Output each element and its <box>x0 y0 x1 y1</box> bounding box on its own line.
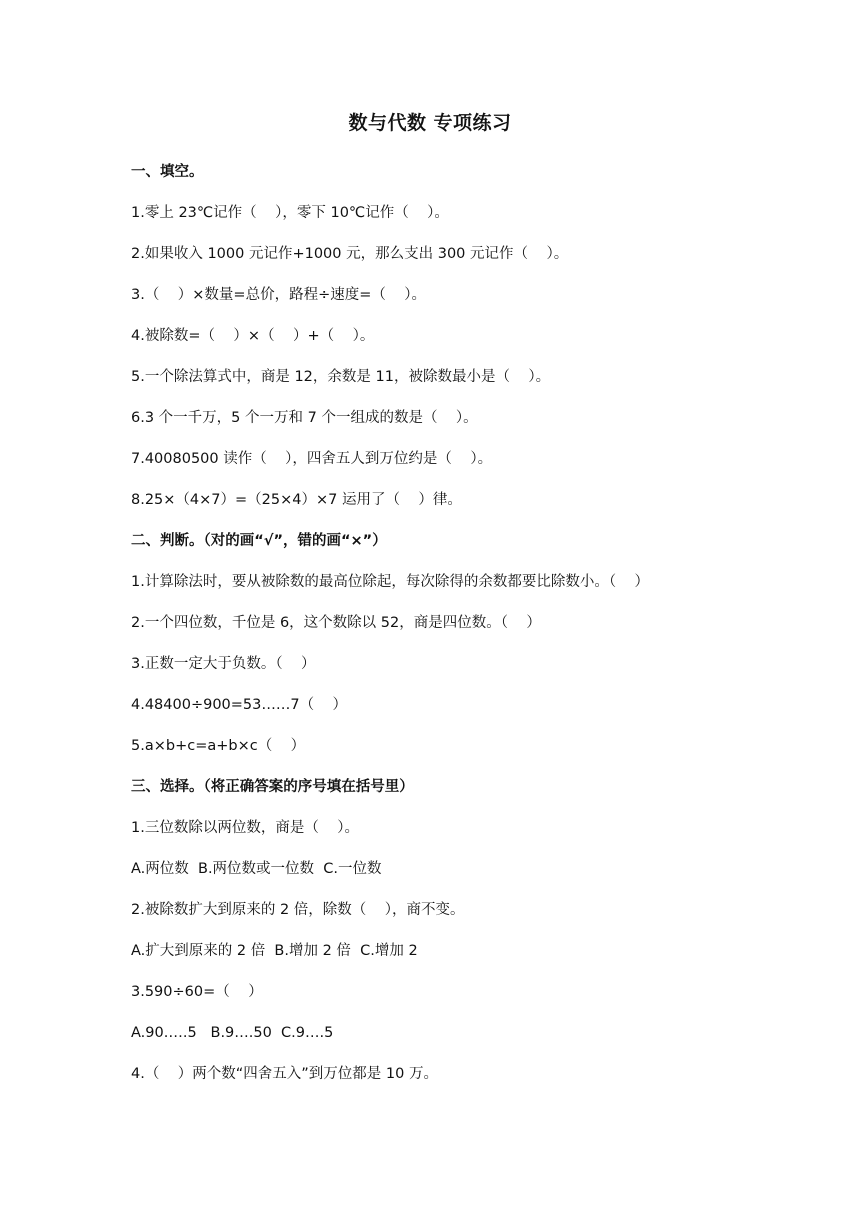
section-heading-multiple-choice: 三、选择。（将正确答案的序号填在括号里） <box>131 779 414 795</box>
choice-options-3: A.90.….5 B.9….50 C.9….5 <box>131 1025 334 1041</box>
question-fill-4: 4.被除数=（ ）×（ ）+（ ）。 <box>131 328 375 344</box>
question-judge-5: 5.a×b+c=a+b×c（ ） <box>131 738 306 754</box>
question-fill-6: 6.3 个一千万，5 个一万和 7 个一组成的数是（ ）。 <box>131 410 478 426</box>
section-heading-fill-in: 一、填空。 <box>131 164 204 180</box>
worksheet-content <box>131 158 771 1101</box>
question-fill-8: 8.25×（4×7）=（25×4）×7 运用了（ ）律。 <box>131 492 462 508</box>
question-judge-4: 4.48400÷900=53……7（ ） <box>131 697 348 713</box>
question-judge-3: 3.正数一定大于负数。（ ） <box>131 656 316 672</box>
question-choice-2: 2.被除数扩大到原来的 2 倍，除数（ ），商不变。 <box>131 902 465 918</box>
page-title: 数与代数 专项练习 <box>348 112 512 134</box>
question-judge-1: 1.计算除法时，要从被除数的最高位除起，每次除得的余数都要比除数小。（ ） <box>131 574 650 590</box>
choice-options-1: A.两位数 B.两位数或一位数 C.一位数 <box>131 861 382 877</box>
choice-options-2: A.扩大到原来的 2 倍 B.增加 2 倍 C.增加 2 <box>131 943 418 959</box>
question-fill-3: 3.（ ）×数量=总价，路程÷速度=（ ）。 <box>131 287 427 303</box>
question-fill-7: 7.40080500 读作（ ），四舍五人到万位约是（ ）。 <box>131 451 493 467</box>
section-heading-true-false: 二、判断。（对的画“√”，错的画“×”） <box>131 533 387 549</box>
question-fill-1: 1.零上 23℃记作（ ），零下 10℃记作（ ）。 <box>131 205 449 221</box>
question-choice-4: 4.（ ）两个数“四舍五入”到万位都是 10 万。 <box>131 1066 438 1082</box>
question-choice-3: 3.590÷60=（ ） <box>131 984 263 1000</box>
question-fill-2: 2.如果收入 1000 元记作+1000 元，那么支出 300 元记作（ ）。 <box>131 246 569 262</box>
question-choice-1: 1.三位数除以两位数，商是（ ）。 <box>131 820 360 836</box>
question-fill-5: 5.一个除法算式中，商是 12，余数是 11，被除数最小是（ ）。 <box>131 369 551 385</box>
question-judge-2: 2.一个四位数，千位是 6，这个数除以 52，商是四位数。（ ） <box>131 615 541 631</box>
